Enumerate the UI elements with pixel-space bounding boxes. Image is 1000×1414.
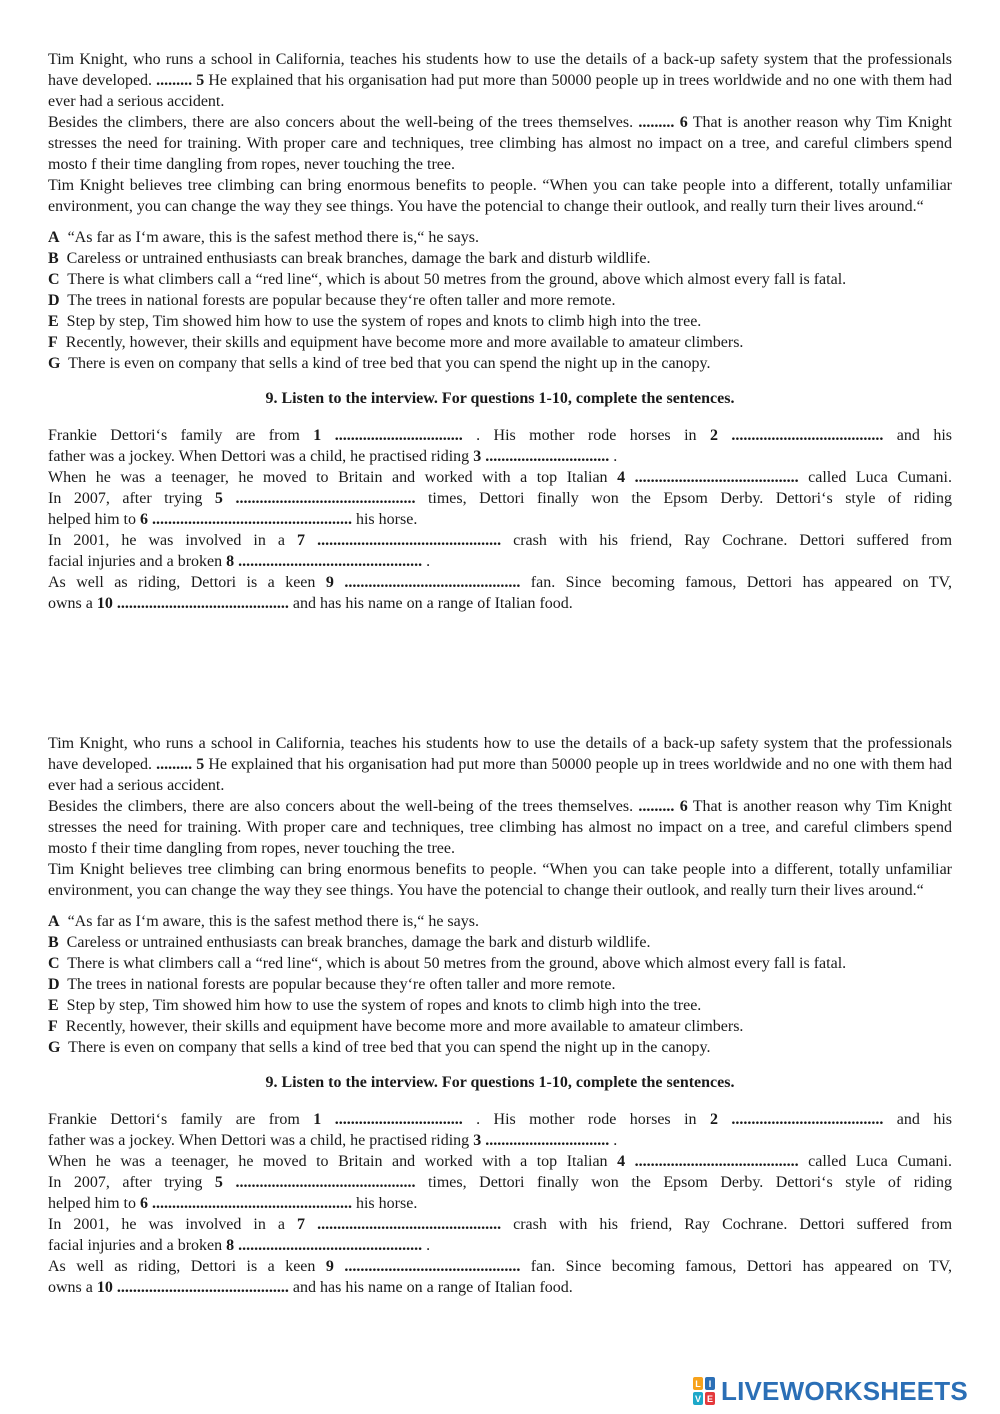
- task-line: facial injuries and a broken 8 .............................................. .: [48, 1237, 431, 1254]
- page-section-2: [48, 733, 952, 1298]
- task-heading: 9. Listen to the interview. For questions 1-10, complete the sentences.: [265, 390, 735, 407]
- task-line: helped him to 6 .................................................. his horse.: [48, 1195, 418, 1212]
- task-line: As well as riding, Dettori is a keen 9 ............................................ fan. Since becoming famous, Dettori has appeared on TV,: [48, 1258, 953, 1275]
- option-b: B Careless or untrained enthusiasts can break branches, damage the bark and disturb wildlife.: [48, 250, 651, 267]
- option-d: D The trees in national forests are popular because they‘re often taller and more remote.: [48, 976, 616, 993]
- option-d: D The trees in national forests are popular because they‘re often taller and more remote.: [48, 292, 616, 309]
- task-heading: 9. Listen to the interview. For questions 1-10, complete the sentences.: [265, 1074, 735, 1091]
- task-line: father was a jockey. When Dettori was a child, he practised riding 3 ............................... .: [48, 1132, 618, 1149]
- logo-mark-letter: V: [694, 1394, 702, 1404]
- answer-options: [48, 911, 952, 1058]
- task-line: helped him to 6 .................................................. his horse.: [48, 511, 418, 528]
- task-line: Frankie Dettori‘s family are from 1 ................................ . His mother rode horses in 2 ...................................... and his: [48, 1111, 952, 1128]
- passage-paragraph: Tim Knight believes tree climbing can bring enormous benefits to people. “When you can take people into a different, totally unfamiliar environment, you can change the way they see things. You have the potencial to change their outlook, and really turn their lives around.“: [48, 861, 952, 899]
- logo-mark-letter: I: [708, 1379, 712, 1389]
- passage-paragraph: Besides the climbers, there are also concers about the well-being of the trees themselves. ......... 6 That is another reason why Tim Knight stresses the need for training. With proper care and techniques, tree climbing has almost no impact on a tree, and careful climbers spend mosto f their time dangling from ropes, never touching the tree.: [48, 798, 953, 857]
- task-line: owns a 10 ........................................... and has his name on a range of Italian food.: [48, 1279, 573, 1296]
- task-line: owns a 10 ........................................... and has his name on a range of Italian food.: [48, 595, 573, 612]
- option-b: B Careless or untrained enthusiasts can break branches, damage the bark and disturb wildlife.: [48, 934, 651, 951]
- page-section-1: [48, 49, 952, 614]
- option-e: E Step by step, Tim showed him how to use the system of ropes and knots to climb high into the tree.: [48, 313, 702, 330]
- task-line: In 2007, after trying 5 ............................................. times, Dettori finally won the Epsom Derby. Dettori‘s style of riding: [48, 490, 952, 507]
- task-line: facial injuries and a broken 8 .............................................. .: [48, 553, 431, 570]
- liveworksheets-logo: [693, 1376, 968, 1406]
- logo-mark-letter: E: [706, 1394, 714, 1404]
- task-line: When he was a teenager, he moved to Britain and worked with a top Italian 4 ......................................... called Luca Cumani.: [48, 469, 952, 486]
- task-line: In 2007, after trying 5 ............................................. times, Dettori finally won the Epsom Derby. Dettori‘s style of riding: [48, 1174, 952, 1191]
- passage-paragraph: Tim Knight believes tree climbing can bring enormous benefits to people. “When you can take people into a different, totally unfamiliar environment, you can change the way they see things. You have the potencial to change their outlook, and really turn their lives around.“: [48, 177, 952, 215]
- passage-paragraph: Besides the climbers, there are also concers about the well-being of the trees themselves. ......... 6 That is another reason why Tim Knight stresses the need for training. With proper care and techniques, tree climbing has almost no impact on a tree, and careful climbers spend mosto f their time dangling from ropes, never touching the tree.: [48, 114, 953, 173]
- gap-fill-task: [48, 1109, 952, 1298]
- option-a: A “As far as I‘m aware, this is the safest method there is,“ he says.: [48, 229, 479, 246]
- reading-passage: [48, 733, 952, 901]
- option-a: A “As far as I‘m aware, this is the safest method there is,“ he says.: [48, 913, 479, 930]
- logo-mark-letter: L: [695, 1379, 701, 1389]
- liveworksheets-logo-icon: [693, 1377, 715, 1405]
- task-line: In 2001, he was involved in a 7 .............................................. crash with his friend, Ray Cochrane. Dettori suffered from: [48, 1216, 953, 1233]
- option-f: F Recently, however, their skills and equipment have become more and more available to amateur climbers.: [48, 334, 744, 351]
- task-line: As well as riding, Dettori is a keen 9 ............................................ fan. Since becoming famous, Dettori has appeared on TV,: [48, 574, 953, 591]
- reading-passage: [48, 49, 952, 217]
- task-line: Frankie Dettori‘s family are from 1 ................................ . His mother rode horses in 2 ...................................... and his: [48, 427, 952, 444]
- task-line: father was a jockey. When Dettori was a child, he practised riding 3 ............................... .: [48, 448, 618, 465]
- gap-fill-task: [48, 425, 952, 614]
- task-line: When he was a teenager, he moved to Britain and worked with a top Italian 4 ......................................... called Luca Cumani.: [48, 1153, 952, 1170]
- option-e: E Step by step, Tim showed him how to use the system of ropes and knots to climb high into the tree.: [48, 997, 702, 1014]
- liveworksheets-logo-text: LIVEWORKSHEETS: [721, 1375, 968, 1406]
- option-c: C There is what climbers call a “red line“, which is about 50 metres from the ground, above which almost every fall is fatal.: [48, 955, 847, 972]
- passage-paragraph: Tim Knight, who runs a school in California, teaches his students how to use the details of a back-up safety system that the professionals have developed. ......... 5 He explained that his organisation had put more than 50000 people up in trees worldwide and no one with them had ever had a serious accident.: [48, 51, 953, 110]
- option-g: G There is even on company that sells a kind of tree bed that you can spend the night up in the canopy.: [48, 355, 711, 372]
- task-line: In 2001, he was involved in a 7 .............................................. crash with his friend, Ray Cochrane. Dettori suffered from: [48, 532, 953, 549]
- option-f: F Recently, however, their skills and equipment have become more and more available to amateur climbers.: [48, 1018, 744, 1035]
- option-g: G There is even on company that sells a kind of tree bed that you can spend the night up in the canopy.: [48, 1039, 711, 1056]
- option-c: C There is what climbers call a “red line“, which is about 50 metres from the ground, above which almost every fall is fatal.: [48, 271, 847, 288]
- passage-paragraph: Tim Knight, who runs a school in California, teaches his students how to use the details of a back-up safety system that the professionals have developed. ......... 5 He explained that his organisation had put more than 50000 people up in trees worldwide and no one with them had ever had a serious accident.: [48, 735, 953, 794]
- answer-options: [48, 227, 952, 374]
